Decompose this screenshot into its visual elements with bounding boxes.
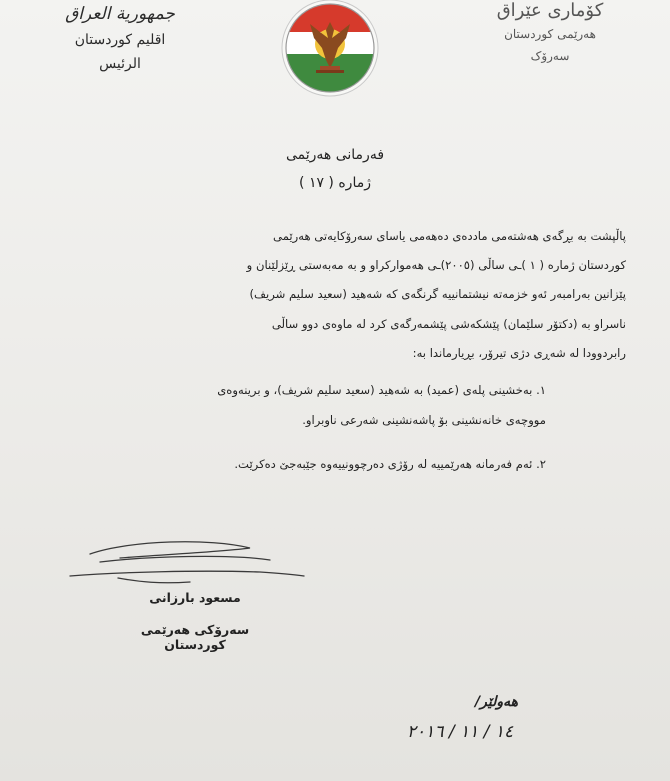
header-left-region: اقليم كوردستان [74, 32, 166, 48]
header-right-country: کۆماری عێراق [496, 0, 604, 21]
issue-place: هەولێر/ [475, 694, 518, 710]
header-right-office: سەرۆک [530, 49, 570, 63]
signer-name: مسعود بارزانی [149, 590, 241, 605]
signer-title: سەرۆکی هەرێمی کوردستان [140, 622, 250, 652]
decree-title: فەرمانی هەرێمی [285, 147, 385, 163]
header-right-block [455, 0, 645, 63]
paragraph-line: پاڵپشت بە بڕگەی هەشتەمی ماددەی دەهەمی یاسای سەرۆکایەتی هەرێمی [273, 229, 626, 243]
header-right-region: هەرێمی کوردستان [504, 27, 596, 41]
paragraph-line: پێزانین بەرامبەر ئەو خزمەتە نیشتمانییە گرنگەی کە شەهید (سعید سليم شريف) [249, 287, 626, 302]
paragraph-line: کوردستان ژمارە ( ١ )ـی ساڵی (٢٠٠٥)ـی هەموارکراو و بە مەبەستی ڕێزلێنان و [246, 258, 626, 273]
decree-item-1-line: ١. بەخشینی پلەی (عمید) بە شەهید (سعید سلیم شریف)، و برینەوەی [217, 383, 546, 397]
issue-date: ١٤ / ١١ / ٢٠١٦ [406, 722, 514, 742]
kurdistan-emblem-icon [274, 0, 386, 100]
paragraph-line: رابردوودا لە شەڕی دژی تیرۆر، بڕیارماندا بە: [412, 345, 626, 360]
decree-item-1 [100, 375, 546, 435]
header-left-block [30, 4, 210, 72]
paragraph-line: ناسراو بە (دکتۆر سلێمان) پێشکەشی پێشمەرگەی کرد لە ماوەی دوو ساڵی [271, 316, 626, 331]
decree-item-1-line: مووچەی خانەنشینی بۆ پاشەنشینی شەرعی ناوبراو. [302, 413, 546, 427]
decree-item-2: ٢. ئەم فەرمانە هەرێمییە لە رۆژی دەرچوونییەوە جێبەجێ دەکرێت. [234, 457, 546, 471]
decree-body-paragraph [66, 222, 626, 368]
header-left-country: جمهورية العراق [65, 4, 175, 24]
header-left-office: الرئيس [99, 56, 141, 72]
decree-number: ژمارە ( ١٧ ) [299, 175, 371, 191]
